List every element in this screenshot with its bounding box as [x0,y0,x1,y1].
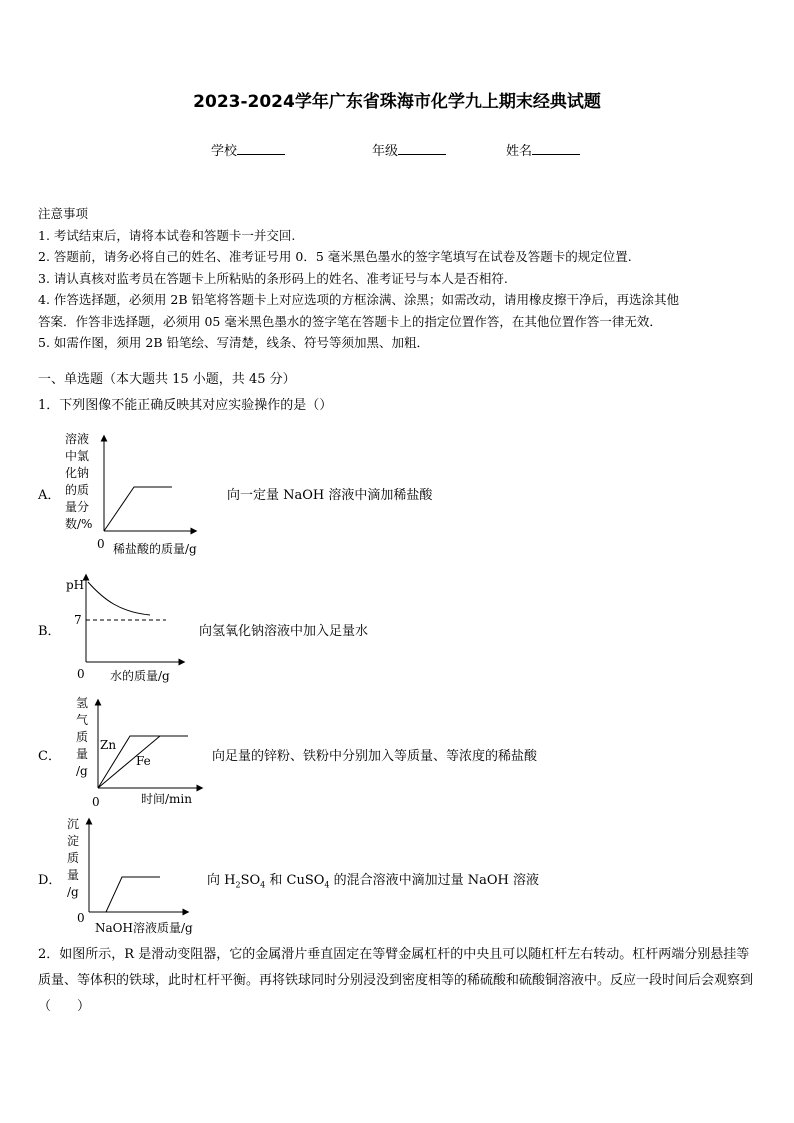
option-d-desc [207,869,539,890]
graph-b-ylabel: pH [66,578,85,592]
notice-item: 4. 作答选择题，必须用 2B 铅笔将答题卡上对应选项的方框涂满、涂黑；如需改动，请用橡皮擦干净后，再选涂其他 [38,292,679,307]
graph-a-ylabel: 中氯 [65,449,90,463]
notice-item: 3. 请认真核对监考员在答题卡上所粘贴的条形码上的姓名、准考证号与本人是否相符. [38,270,508,286]
section-heading: 一、单选题（本大题共 15 小题，共 45 分） [38,372,296,387]
graph-d-curve [89,877,160,912]
question-2-stem: 2．如图所示，R 是滑动变阻器，它的金属滑片垂直固定在等臂金属杠杆的中央且可以随杠杆左右转动。杠杆两端分别悬挂等质量、等体积的铁球，此时杠杆平衡。再将铁球同时分别浸没到密度相等的稀硫酸和硫酸铜溶液中。反应一段时间后会观察到（ ） [38,947,754,1014]
graph-a-ylabel: 化钠 [65,466,90,480]
option-d-desc-text: 向 H [207,873,236,888]
option-d-desc-text: 的混合溶液中滴加过量 NaOH 溶液 [329,873,540,888]
graph-c-xlabel: 时间/min [141,792,192,806]
graph-c-ylabel: 气 [76,713,89,727]
graph-c-ylabel: 量 [76,747,89,761]
graph-a-ylabel: 的质 [65,483,90,497]
option-c-letter: C． [38,749,61,764]
notice-item: 1. 考试结束后，请将本试卷和答题卡一并交回. [38,227,296,243]
graph-d-xlabel: NaOH溶液质量/g [95,921,193,935]
option-a-letter: A． [38,488,61,503]
graph-d-ylabel: 淀 [67,834,80,848]
graph-c-series-fe: Fe [136,754,151,768]
school-label: 学校 [211,144,238,159]
graph-b-origin: 0 [77,667,85,681]
notice-item: 答案．作答非选择题，必须用 05 毫米黑色墨水的签字笔在答题卡上的指定位置作答，在其他位置作答一律无效． [38,313,662,329]
graph-a-origin: 0 [97,537,105,551]
question-1-stem: 1．下列图像不能正确反映其对应实验操作的是（） [38,398,333,413]
option-d-desc-text: SO [240,873,261,888]
graph-c-ylabel: 氢 [76,696,89,710]
option-d-desc-sub: 4 [324,880,330,890]
option-b-letter: B． [38,624,61,639]
grade-label: 年级 [372,144,399,159]
option-a-desc: 向一定量 NaOH 溶液中滴加稀盐酸 [227,488,433,503]
notice-item: 2. 答题前，请务必将自己的姓名、准考证号用 0．5 毫米黑色墨水的签字笔填写在试卷及答题卡的规定位置. [38,249,632,264]
graph-c-origin: 0 [92,795,100,809]
graph-a-ylabel: 量分 [65,500,90,514]
option-d-desc-text: 和 CuSO [265,873,325,888]
option-d-desc-sub: 4 [260,880,266,890]
exam-title: 2023-2024学年广东省珠海市化学九上期末经典试题 [193,92,601,112]
graph-d-ylabel: 量 [67,868,80,882]
option-b-desc: 向氢氧化钠溶液中加入足量水 [199,624,369,639]
notice-item: 5. 如需作图，须用 2B 铅笔绘、写清楚，线条、符号等须加黑、加粗． [38,335,429,350]
graph-c-ylabel: /g [76,764,88,778]
graph-c-series-zn: Zn [100,738,117,752]
graph-c-ylabel: 质 [76,730,89,744]
option-d-letter: D． [38,873,62,888]
graph-a-ylabel: 数/% [65,517,93,531]
notice-heading: 注意事项 [38,206,89,221]
option-c-desc: 向足量的锌粉、铁粉中分别加入等质量、等浓度的稀盐酸 [212,749,538,764]
graph-b-xlabel: 水的质量/g [110,669,170,683]
graph-d-ylabel: /g [67,885,79,899]
graph-d-ylabel: 沉 [67,817,80,831]
graph-d-origin: 0 [77,911,85,925]
graph-b-ref-label: 7 [74,613,82,627]
option-d-desc-sub: 2 [235,880,241,890]
graph-a-ylabel: 溶液 [65,432,90,446]
name-label: 姓名 [506,144,533,159]
graph-d-ylabel: 质 [67,851,80,865]
graph-a-xlabel: 稀盐酸的质量/g [113,542,197,556]
